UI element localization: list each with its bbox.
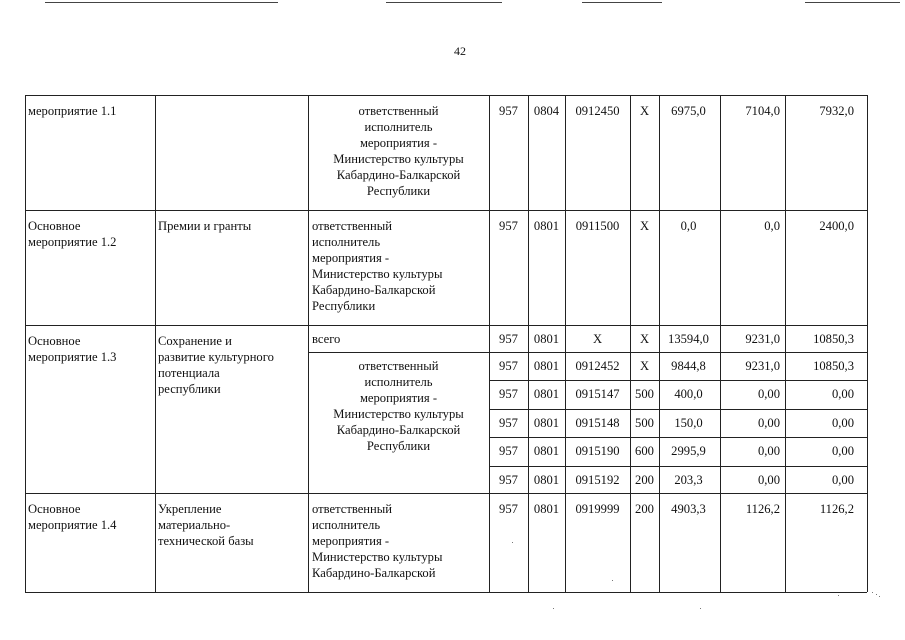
value-y3: 10850,3	[813, 359, 854, 373]
scan-speck	[879, 596, 880, 597]
value-csr: 0915190	[575, 444, 620, 458]
value-csr: Х	[592, 332, 603, 346]
value-rz: 0804	[533, 104, 560, 118]
value-csr: 0912452	[575, 359, 620, 373]
value-rz: 0801	[533, 416, 560, 430]
responsible-executor: Республики	[312, 299, 376, 313]
value-vr: 200	[635, 502, 654, 516]
value-grbs: 957	[499, 359, 518, 373]
responsible-executor: исполнитель	[312, 518, 381, 532]
value-vr: Х	[639, 359, 650, 373]
table-row-line	[308, 352, 867, 353]
activity-name: Основное	[28, 334, 81, 348]
scan-speck	[700, 608, 701, 609]
value-vr: 500	[635, 387, 654, 401]
value-vr: Х	[639, 332, 650, 346]
value-csr: 0911500	[575, 219, 620, 233]
value-y2: 0,00	[757, 444, 780, 458]
responsible-executor: ответственный	[358, 104, 439, 118]
table-row-line	[25, 493, 867, 494]
responsible-executor: мероприятия -	[359, 391, 438, 405]
value-y2: 0,0	[764, 219, 780, 233]
value-rz: 0801	[533, 359, 560, 373]
value-y3: 0,00	[831, 387, 854, 401]
activity-name: мероприятие 1.4	[28, 518, 117, 532]
value-vr: Х	[639, 219, 650, 233]
value-rz: 0801	[533, 502, 560, 516]
value-csr: 0915147	[575, 387, 620, 401]
table-row-line	[25, 210, 867, 211]
header-rule	[805, 2, 900, 3]
scan-speck	[612, 580, 613, 581]
value-grbs: 957	[499, 416, 518, 430]
activity-name: мероприятие 1.1	[28, 104, 117, 118]
table-row-line	[489, 466, 867, 467]
responsible-executor: Кабардино-Балкарской	[312, 566, 436, 580]
activity-title: материально-	[158, 518, 231, 532]
responsible-executor: Министерство культуры	[333, 152, 464, 166]
value-y3: 0,00	[831, 473, 854, 487]
value-grbs: 957	[499, 104, 518, 118]
header-rule	[386, 2, 502, 3]
activity-name: Основное	[28, 219, 81, 233]
header-rule	[45, 2, 278, 3]
value-grbs: 957	[499, 332, 518, 346]
total-label: всего	[312, 332, 341, 346]
value-vr: 600	[635, 444, 654, 458]
value-rz: 0801	[533, 473, 560, 487]
activity-title: технической базы	[158, 534, 254, 548]
value-y1: 6975,0	[671, 104, 706, 118]
responsible-executor: Министерство культуры	[312, 550, 443, 564]
table-row-line	[25, 95, 867, 96]
value-y2: 0,00	[757, 416, 780, 430]
value-y1: 150,0	[674, 416, 703, 430]
value-y1: 9844,8	[671, 359, 706, 373]
value-csr: 0915148	[575, 416, 620, 430]
table-column-line	[308, 95, 309, 592]
responsible-executor: Министерство культуры	[312, 267, 443, 281]
table-column-line	[25, 95, 26, 592]
responsible-executor: мероприятия -	[359, 136, 438, 150]
scan-speck	[872, 592, 873, 593]
page-number: 42	[454, 44, 466, 58]
value-y1: 13594,0	[668, 332, 709, 346]
activity-title: Укрепление	[158, 502, 222, 516]
value-y3: 2400,0	[819, 219, 854, 233]
activity-title: республики	[158, 382, 221, 396]
value-rz: 0801	[533, 219, 560, 233]
value-rz: 0801	[533, 332, 560, 346]
value-y2: 1126,2	[745, 502, 780, 516]
activity-name: мероприятие 1.3	[28, 350, 117, 364]
value-vr: 200	[635, 473, 654, 487]
activity-name: мероприятие 1.2	[28, 235, 117, 249]
table-row-line	[25, 592, 867, 593]
value-csr: 0912450	[575, 104, 620, 118]
value-y3: 10850,3	[813, 332, 854, 346]
responsible-executor: ответственный	[312, 219, 392, 233]
value-grbs: 957	[499, 444, 518, 458]
scan-speck	[876, 594, 877, 595]
table-row-line	[25, 325, 867, 326]
activity-title: Премии и гранты	[158, 219, 252, 233]
value-rz: 0801	[533, 444, 560, 458]
value-y2: 0,00	[757, 473, 780, 487]
table-column-line	[155, 95, 156, 592]
table-column-line	[867, 95, 868, 592]
value-csr: 0919999	[575, 502, 620, 516]
responsible-executor: мероприятия -	[312, 534, 390, 548]
responsible-executor: исполнитель	[364, 375, 433, 389]
value-y3: 7932,0	[819, 104, 854, 118]
table-row-line	[489, 409, 867, 410]
value-grbs: 957	[499, 473, 518, 487]
value-y3: 1126,2	[819, 502, 854, 516]
activity-title: развитие культурного	[158, 350, 274, 364]
value-csr: 0915192	[575, 473, 620, 487]
responsible-executor: Кабардино-Балкарской	[312, 283, 436, 297]
value-y1: 203,3	[674, 473, 703, 487]
value-vr: 500	[635, 416, 654, 430]
value-y1: 4903,3	[671, 502, 706, 516]
value-grbs: 957	[499, 219, 518, 233]
value-y2: 9231,0	[745, 332, 780, 346]
value-vr: Х	[639, 104, 650, 118]
responsible-executor: Республики	[366, 184, 431, 198]
responsible-executor: мероприятия -	[312, 251, 390, 265]
value-y3: 0,00	[831, 416, 854, 430]
responsible-executor: исполнитель	[312, 235, 381, 249]
scan-speck	[553, 608, 554, 609]
responsible-executor: исполнитель	[364, 120, 433, 134]
activity-title: потенциала	[158, 366, 220, 380]
value-y2: 9231,0	[745, 359, 780, 373]
table-row-line	[489, 380, 867, 381]
value-y3: 0,00	[831, 444, 854, 458]
value-rz: 0801	[533, 387, 560, 401]
activity-name: Основное	[28, 502, 81, 516]
value-y2: 7104,0	[745, 104, 780, 118]
header-rule	[582, 2, 662, 3]
value-grbs: 957	[499, 502, 518, 516]
value-y1: 0,0	[680, 219, 697, 233]
responsible-executor: ответственный	[312, 502, 392, 516]
table-row-line	[489, 437, 867, 438]
value-y2: 0,00	[757, 387, 780, 401]
value-y1: 2995,9	[671, 444, 706, 458]
responsible-executor: Министерство культуры	[333, 407, 464, 421]
responsible-executor: ответственный	[358, 359, 439, 373]
responsible-executor: Кабардино-Балкарской	[336, 168, 461, 182]
responsible-executor: Кабардино-Балкарской	[336, 423, 461, 437]
value-y1: 400,0	[674, 387, 703, 401]
scan-speck	[512, 542, 513, 543]
activity-title: Сохранение и	[158, 334, 232, 348]
value-grbs: 957	[499, 387, 518, 401]
responsible-executor: Республики	[366, 439, 431, 453]
scan-speck	[838, 595, 839, 596]
